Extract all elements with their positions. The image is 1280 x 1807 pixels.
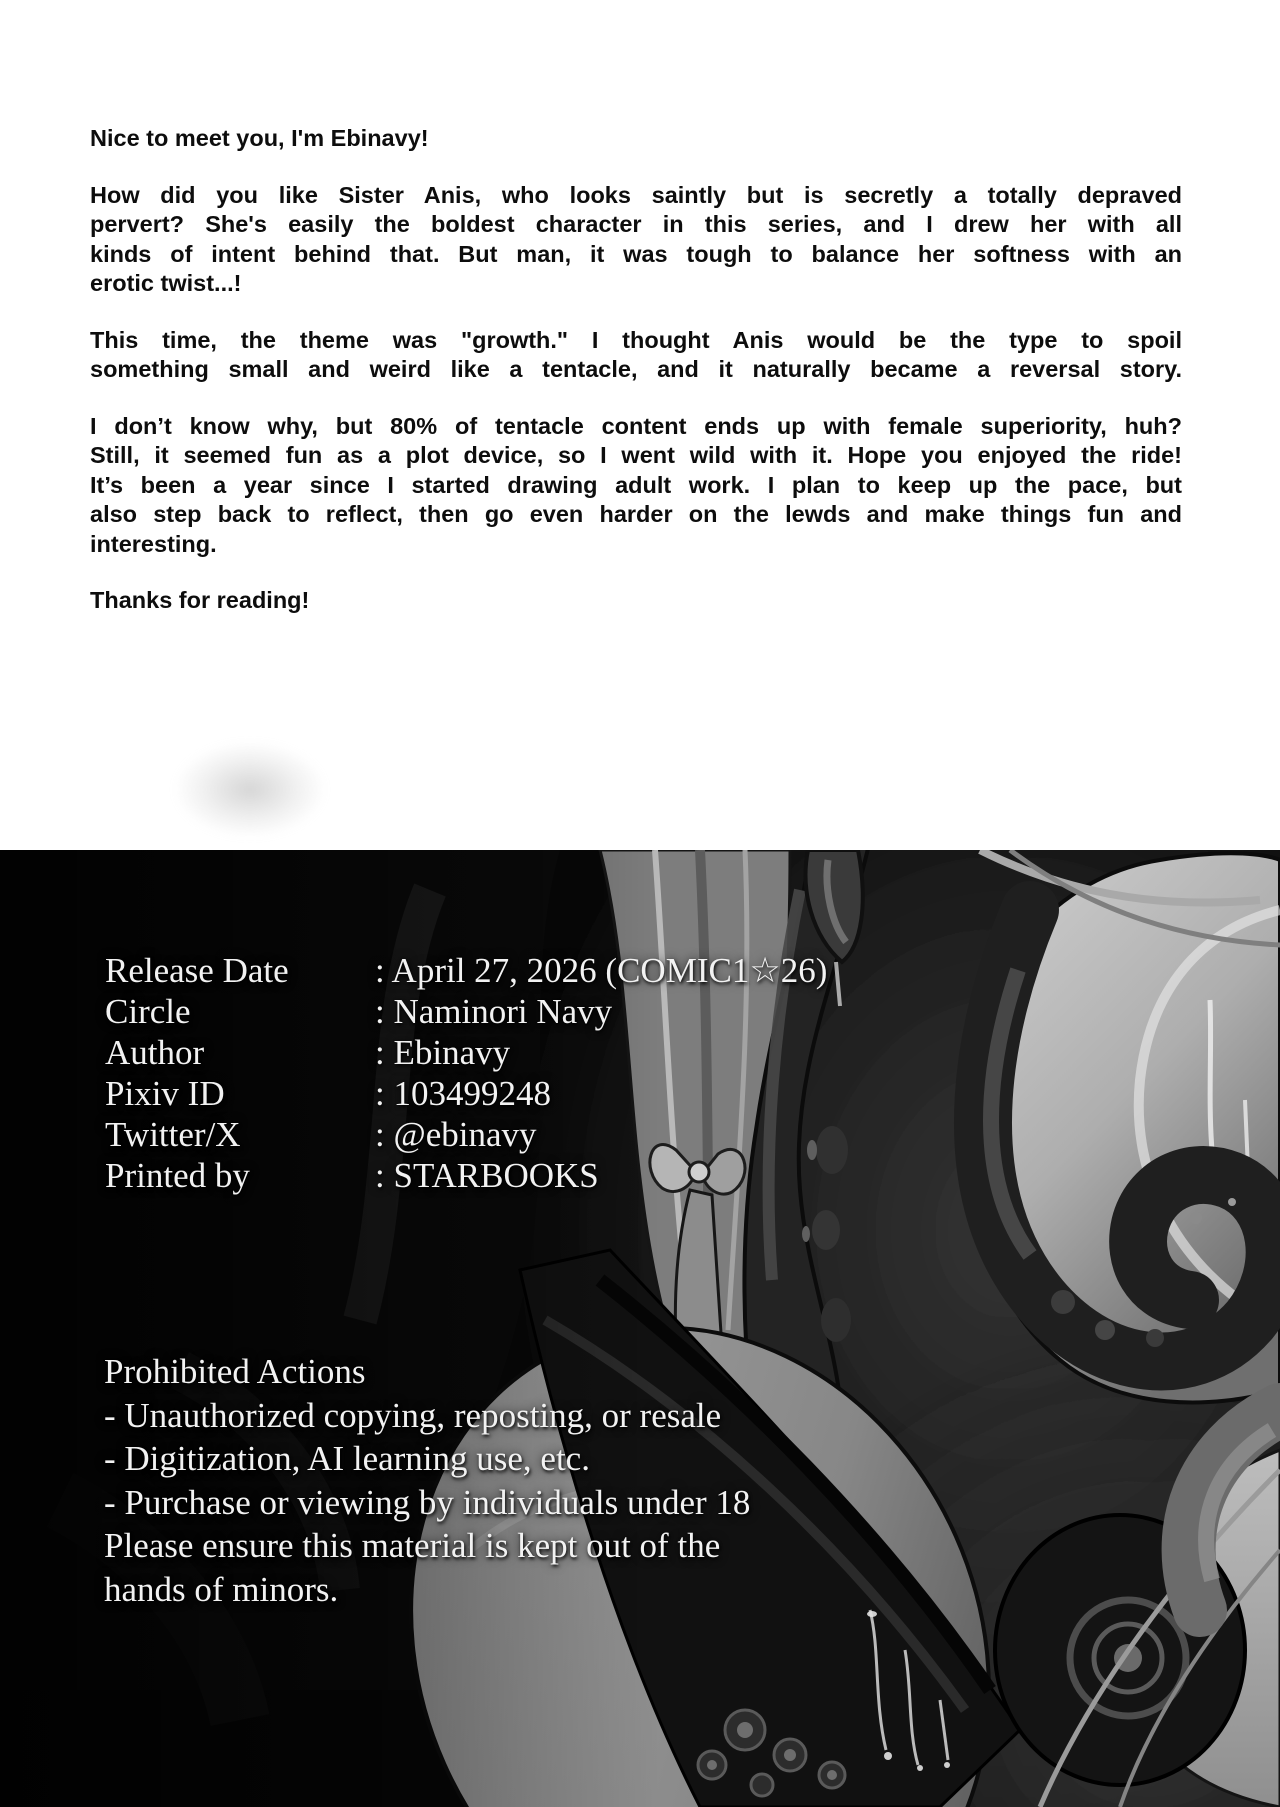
afterword-line: Nice to meet you, I'm Ebinavy! [90,125,429,151]
credit-label: Circle [105,992,191,1031]
credit-row-printed-by [105,1155,1005,1196]
afterword-line: Still, it seemed fun as a plot device, so I went wild with it. Hope you enjoyed the ride! [90,442,1182,468]
afterword-line: something small and weird like a tentacle, and it naturally became a reversal story. [90,356,1182,382]
prohibited-line: Please ensure this material is kept out of the [104,1526,721,1565]
afterword-paragraph [90,586,1182,616]
afterword-line: I don’t know why, but 80% of tentacle content ends up with female superiority, huh? [90,412,1182,439]
credits-table [105,950,1005,1196]
credit-value: : @ebinavy [375,1115,537,1154]
credit-value: : April 27, 2026 (COMIC1☆26) [375,951,828,990]
credit-value: : Naminori Navy [375,992,613,1031]
afterword-paragraph [90,412,1182,560]
prohibited-title: Prohibited Actions [104,1352,366,1391]
credit-row-release-date [105,950,1005,991]
credit-label: Twitter/X [105,1115,241,1154]
credit-label: Printed by [105,1156,250,1195]
credit-value: : STARBOOKS [375,1156,599,1195]
afterword-line: This time, the theme was "growth." I thought Anis would be the type to spoil [90,326,1182,353]
afterword-line: Thanks for reading! [90,587,310,613]
prohibited-line: - Unauthorized copying, reposting, or resale [104,1395,722,1435]
afterword-line: kinds of intent behind that. But man, it was tough to balance her softness with an [90,240,1182,267]
afterword-text [90,124,1182,643]
credit-row-circle [105,991,1005,1032]
credit-value: : Ebinavy [375,1033,511,1072]
prohibited-line: - Purchase or viewing by individuals under 18 [104,1482,751,1522]
credit-value: : 103499248 [375,1074,551,1113]
afterword-paragraph [90,124,1182,154]
credit-label: Release Date [105,951,289,990]
credit-label: Pixiv ID [105,1074,225,1113]
afterword-line: pervert? She's easily the boldest character in this series, and I drew her with all [90,211,1182,237]
prohibited-line: - Digitization, AI learning use, etc. [104,1439,590,1478]
credit-label: Author [105,1033,205,1072]
afterword-paragraph [90,326,1182,385]
credit-row-pixiv-id [105,1073,1005,1114]
colophon-section [0,850,1280,1807]
prohibited-line: hands of minors. [104,1569,339,1609]
afterword-line: It’s been a year since I started drawing adult work. I plan to keep up the pace, but [90,471,1182,498]
afterword-line: How did you like Sister Anis, who looks saintly but is secretly a totally depraved [90,181,1182,208]
afterword-line: also step back to reflect, then go even harder on the lewds and make things fun and [90,501,1182,527]
afterword-paragraph [90,181,1182,299]
prohibited-section [104,1350,844,1611]
credit-row-twitter [105,1114,1005,1155]
credit-row-author [105,1032,1005,1073]
afterword-line: erotic twist...! [90,270,242,296]
decorative-smudge [175,742,325,837]
afterword-line: interesting. [90,530,217,557]
